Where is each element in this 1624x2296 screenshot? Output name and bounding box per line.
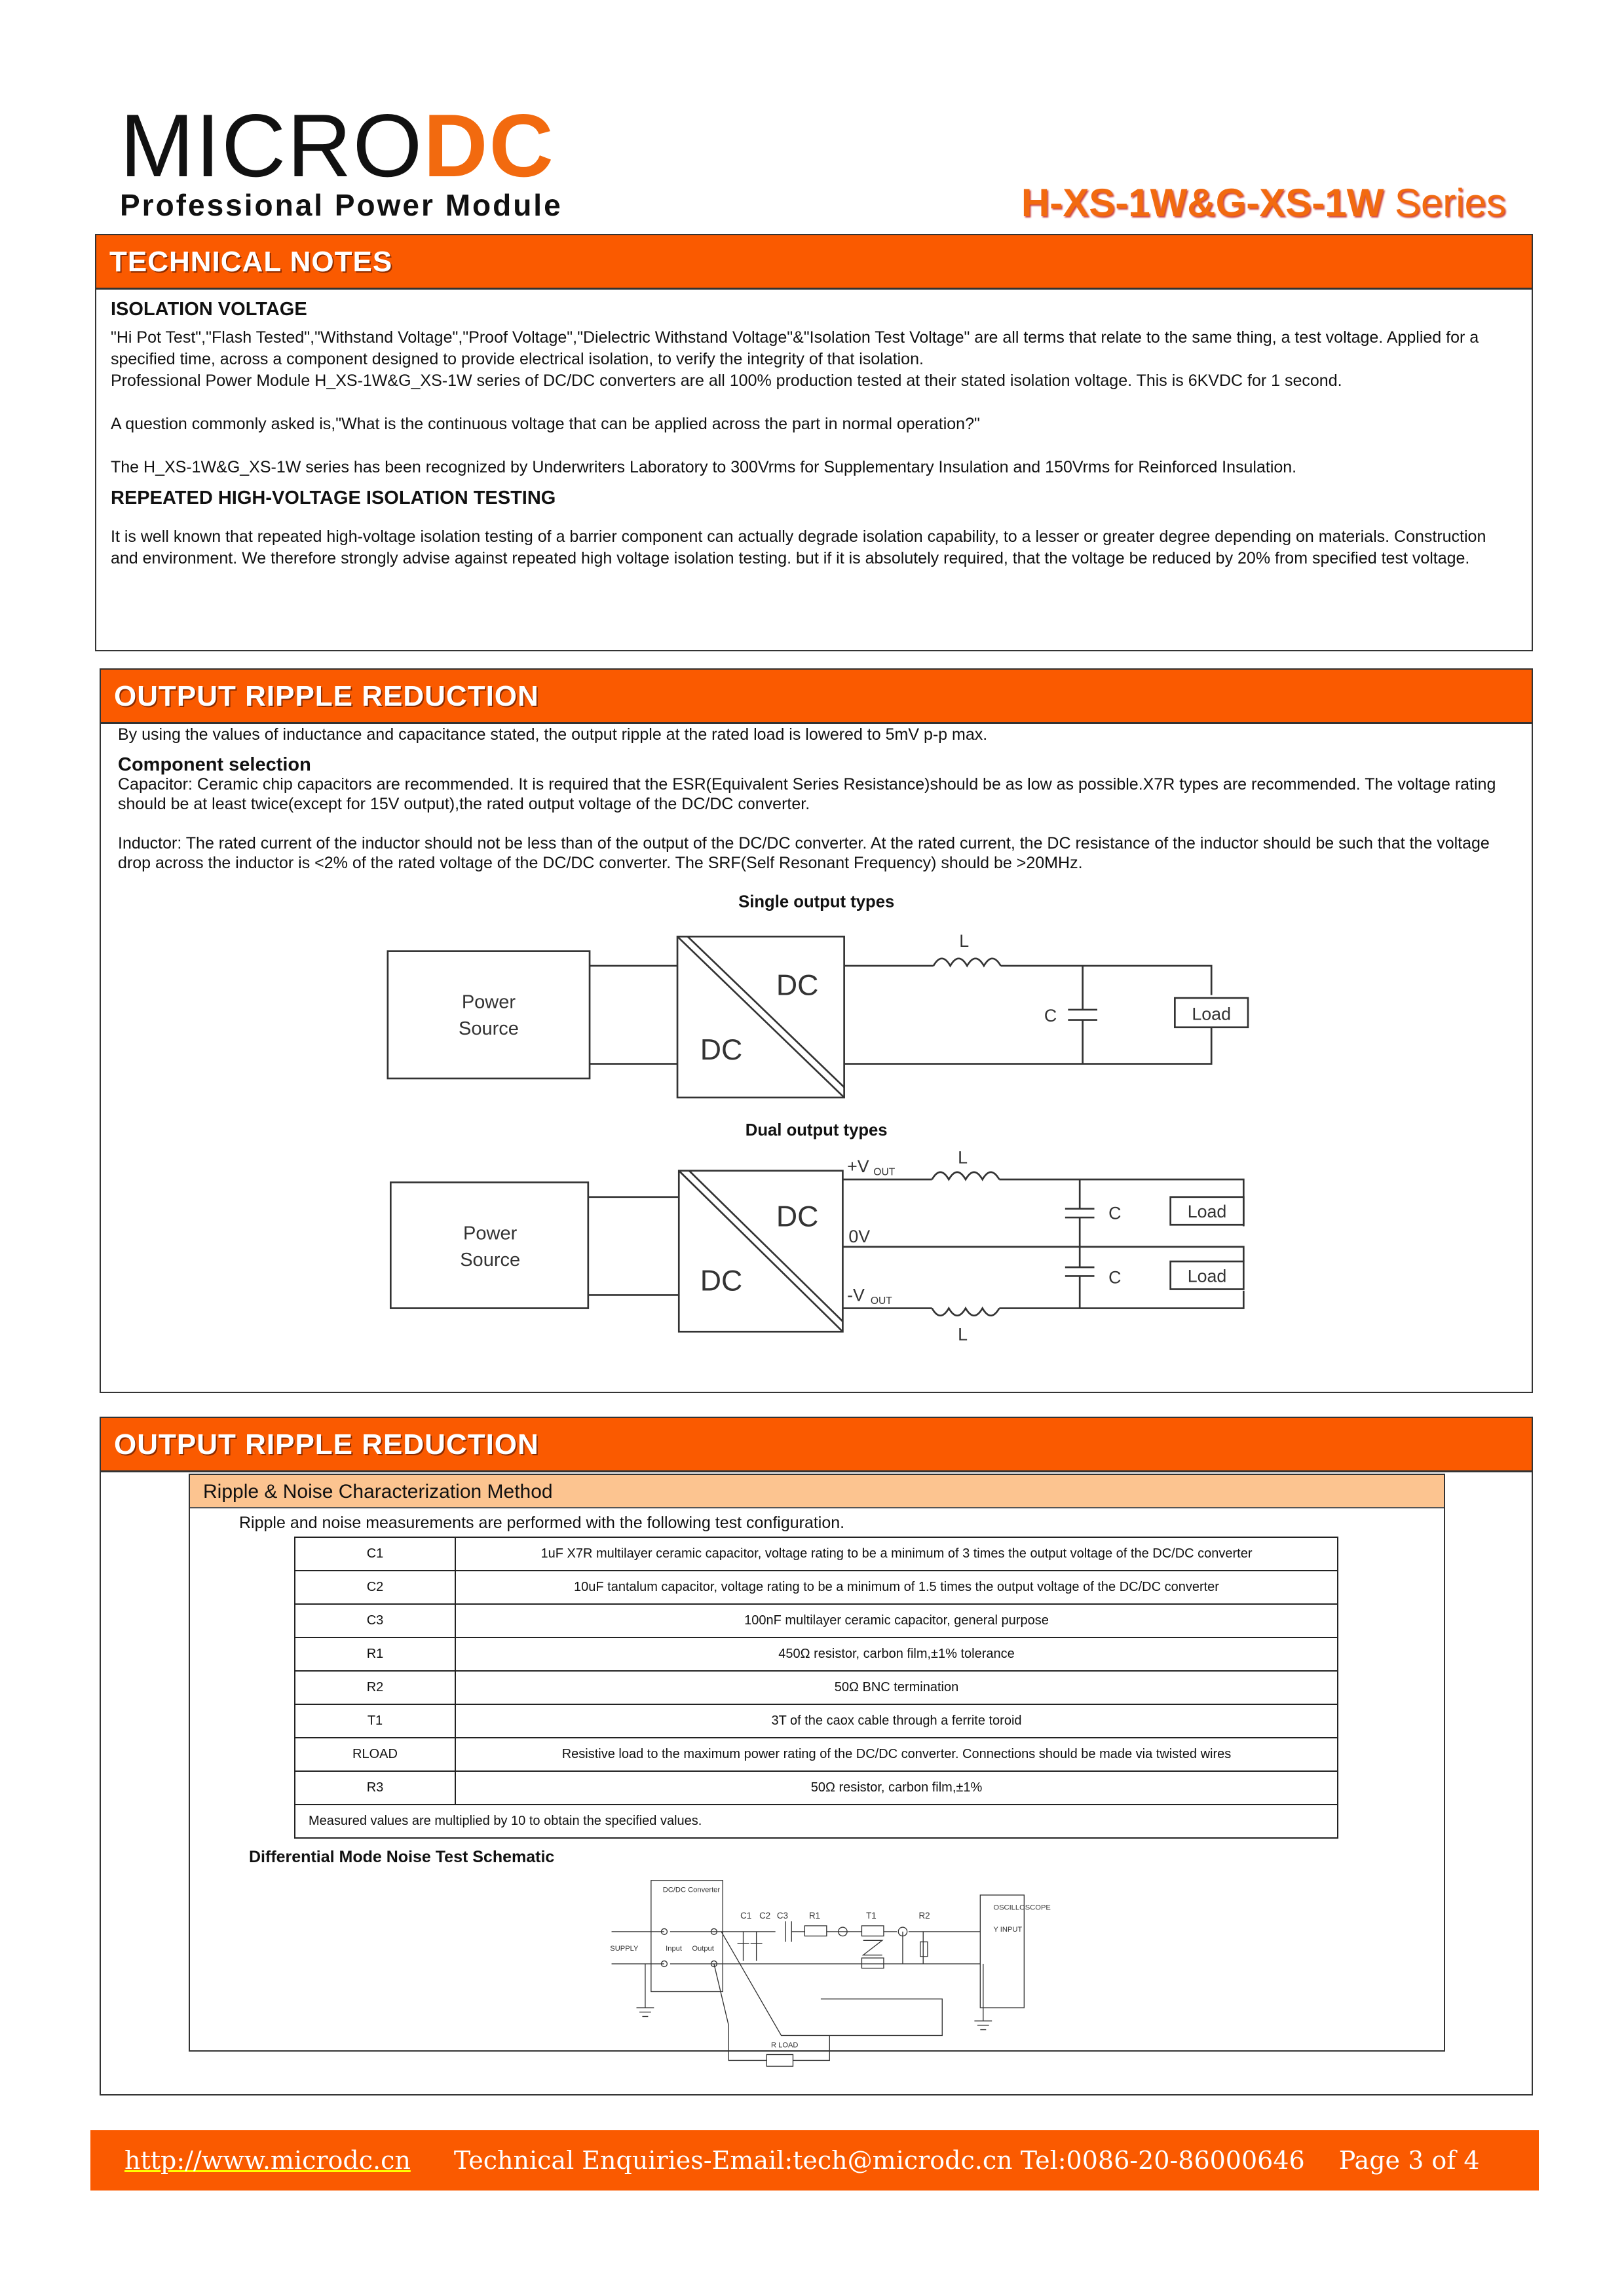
paragraph: It is well known that repeated high-voltage isolation testing of a barrier component can actually degrade isolation capability, to a lesser or greater degree depending on materials. Construction and environment. We therefore strongly advise against repeated high voltage isolation testing. but if it is absolutely required, that the voltage be reduced by 20% from specified test voltage. xyxy=(111,527,1486,567)
label: C xyxy=(1108,1203,1122,1223)
label: Load xyxy=(1192,1004,1231,1024)
label: DC xyxy=(776,969,819,1002)
component-cell: R1 xyxy=(295,1637,455,1671)
label: C3 xyxy=(776,1910,789,1921)
label: Input xyxy=(666,1944,683,1953)
noise-test-schematic xyxy=(610,1881,1051,2067)
dual-output-diagram xyxy=(390,1147,1243,1344)
label: +V xyxy=(847,1156,869,1176)
description-cell: 1uF X7R multilayer ceramic capacitor, voltage rating to be a minimum of 3 times the output voltage of the DC/DC converter xyxy=(455,1537,1338,1571)
label: R LOAD xyxy=(770,2041,799,2050)
paragraph: "Hi Pot Test","Flash Tested","Withstand Voltage","Proof Voltage","Dielectric Withstand Voltage"&"Isolation Test Voltage" are all terms that relate to the same thing, a test voltage. Applied for a specified time, across a component designed to provide electrical isolation, to verify the integrity of that isolation. xyxy=(111,328,1479,368)
label: DC xyxy=(700,1265,743,1297)
component-cell: R2 xyxy=(295,1671,455,1704)
table-note: Measured values are multiplied by 10 to obtain the specified values. xyxy=(295,1805,1338,1838)
paragraph: Capacitor: Ceramic chip capacitors are recommended. It is required that the ESR(Equivalent Series Resistance)should be as low as possible.X7R types are recommended. The voltage rating should be at least twice(except for 15V output),the rated output voltage of the DC/DC converter. xyxy=(118,775,1496,813)
dual-output-title: Dual output types xyxy=(745,1121,888,1140)
single-output-diagram xyxy=(388,931,1248,1098)
label: DC xyxy=(776,1200,819,1233)
paragraph: Ripple and noise measurements are performed with the following test configuration. xyxy=(239,1514,845,1532)
label: DC/DC Converter xyxy=(662,1886,721,1894)
label: Output xyxy=(692,1944,714,1953)
label: 0V xyxy=(848,1227,871,1247)
heading: ISOLATION VOLTAGE xyxy=(111,299,307,320)
description-cell: 50Ω BNC termination xyxy=(455,1671,1338,1704)
component-cell: C3 xyxy=(295,1604,455,1637)
label: R1 xyxy=(809,1910,821,1921)
single-output-title: Single output types xyxy=(738,892,895,911)
component-cell: R3 xyxy=(295,1771,455,1805)
heading: REPEATED HIGH-VOLTAGE ISOLATION TESTING xyxy=(111,488,556,508)
label: R2 xyxy=(918,1910,930,1921)
logo-tagline: Professional Power Module xyxy=(120,188,563,222)
paragraph: A question commonly asked is,"What is the continuous voltage that can be applied across the part in normal operation?" xyxy=(111,415,980,433)
label: -V xyxy=(847,1285,865,1305)
description-cell: 3T of the caox cable through a ferrite toroid xyxy=(455,1704,1338,1738)
website-link[interactable]: http://www.microdc.cn xyxy=(124,2146,411,2175)
section-title: TECHNICAL NOTES xyxy=(96,235,1532,290)
label: DC xyxy=(700,1033,743,1066)
logo-main: MICRO xyxy=(120,96,424,195)
component-cell: C1 xyxy=(295,1537,455,1571)
label: OUT xyxy=(873,1166,896,1178)
logo-accent: DC xyxy=(423,96,555,195)
description-cell: 10uF tantalum capacitor, voltage rating to be a minimum of 1.5 times the output voltage of the DC/DC converter xyxy=(455,1571,1338,1604)
label: L xyxy=(958,1147,968,1168)
paragraph: Professional Power Module H_XS-1W&G_XS-1W series of DC/DC converters are all 100% production tested at their stated isolation voltage. This is 6KVDC for 1 second. xyxy=(111,372,1342,390)
subsection-title: Ripple & Noise Characterization Method xyxy=(190,1475,1444,1508)
label: T1 xyxy=(866,1910,877,1921)
label: Power xyxy=(461,991,516,1013)
contact-info: Technical Enquiries-Email:tech@microdc.cn Tel:0086-20-86000646 xyxy=(453,2146,1305,2175)
label: SUPPLY xyxy=(610,1944,639,1953)
label: Power xyxy=(463,1223,518,1244)
label: L xyxy=(958,1324,968,1345)
label: L xyxy=(959,930,970,951)
heading: Component selection xyxy=(118,754,311,775)
series-suffix: Series xyxy=(1394,181,1506,225)
label: OUT xyxy=(870,1295,892,1307)
section-title: OUTPUT RIPPLE REDUCTION xyxy=(101,670,1532,724)
description-cell: 50Ω resistor, carbon film,±1% xyxy=(455,1771,1338,1805)
label: C2 xyxy=(759,1910,771,1921)
schematic-title: Differential Mode Noise Test Schematic xyxy=(249,1848,555,1866)
paragraph: The H_XS-1W&G_XS-1W series has been recognized by Underwriters Laboratory to 300Vrms for Supplementary Insulation and 150Vrms for Reinforced Insulation. xyxy=(111,458,1297,476)
component-cell: RLOAD xyxy=(295,1738,455,1771)
description-cell: 450Ω resistor, carbon film,±1% tolerance xyxy=(455,1637,1338,1671)
label: Source xyxy=(458,1018,519,1039)
section-title: OUTPUT RIPPLE REDUCTION xyxy=(101,1418,1532,1472)
label: Load xyxy=(1187,1266,1227,1286)
series-name: H-XS-1W&G-XS-1W xyxy=(1021,181,1384,225)
label: Load xyxy=(1187,1202,1227,1222)
footer xyxy=(90,2130,1539,2191)
component-cell: C2 xyxy=(295,1571,455,1604)
paragraph: By using the values of inductance and capacitance stated, the output ripple at the rated load is lowered to 5mV p-p max. xyxy=(118,725,988,744)
description-cell: Resistive load to the maximum power rating of the DC/DC converter. Connections should be made via twisted wires xyxy=(455,1738,1338,1771)
description-cell: 100nF multilayer ceramic capacitor, general purpose xyxy=(455,1604,1338,1637)
label: C1 xyxy=(740,1910,752,1921)
page-number: Page 3 of 4 xyxy=(1338,2146,1480,2175)
paragraph: Inductor: The rated current of the inductor should not be less than of the output of the DC/DC converter. At the rated current, the DC resistance of the inductor should be such that the voltage drop across the inductor is <2% of the rated voltage of the DC/DC converter. The SRF(Self Resonant Frequency) should be >20MHz. xyxy=(118,834,1490,872)
component-cell: T1 xyxy=(295,1704,455,1738)
label: C xyxy=(1108,1267,1122,1288)
label: C xyxy=(1044,1005,1057,1025)
label: Y INPUT xyxy=(993,1925,1023,1934)
label: OSCILLOSCOPE xyxy=(993,1904,1051,1912)
label: Source xyxy=(460,1249,521,1271)
